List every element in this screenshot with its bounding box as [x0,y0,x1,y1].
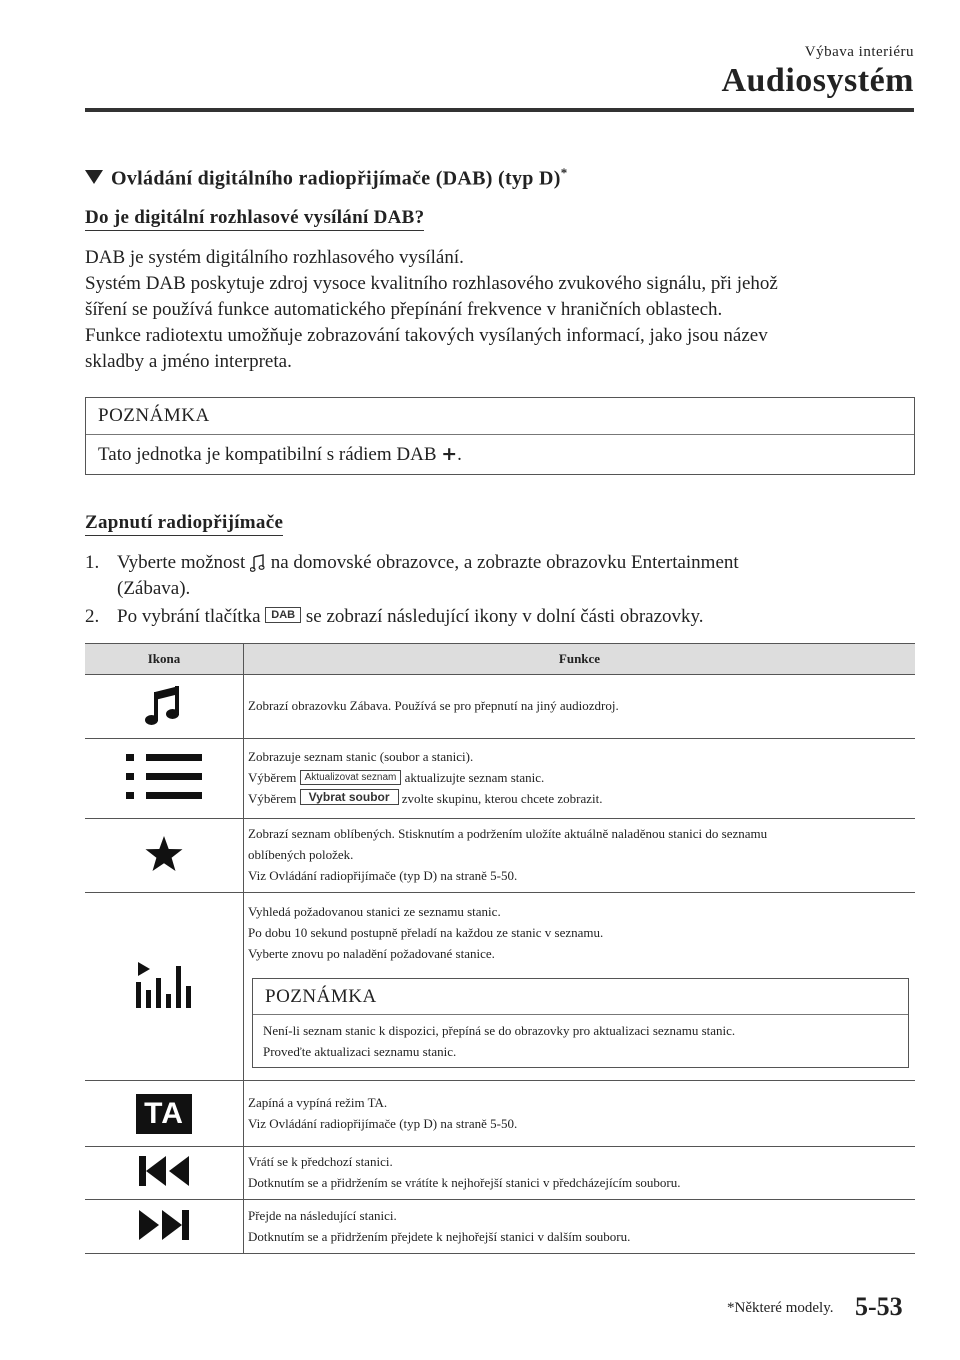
intro-line: skladby a jméno interpreta. [85,351,292,372]
intro-line: šíření se používá funkce automatického přepínání frekvence v hraničních oblastech. [85,299,723,320]
function-text: Přejde na následující stanici. [248,1207,397,1223]
function-text: Zobrazí obrazovku Zábava. Používá se pro přepnutí na jiný audiozdroj. [248,698,619,713]
function-text: oblíbených položek. [248,847,354,862]
column-header-icon: Ikona [85,644,244,675]
select-ensemble-button: Vybrat soubor [300,789,399,805]
function-text: Po dobu 10 sekund postupně přeladí na každou ze stanic v seznamu. [248,925,604,940]
note-text: Proveďte aktualizaci seznamu stanic. [263,1044,457,1059]
footer-note: *Některé modely. [727,1300,834,1316]
step-item: 1. Vyberte možnost na domovské obrazovce, a zobrazte obrazovku Entertainment (Zábava). [85,552,739,599]
function-text: Zobrazí seznam oblíbených. Stisknutím a podržením uložíte aktuálně naladěnou stanici do seznamu [248,826,768,841]
star-icon [144,835,184,873]
table-row [85,819,915,893]
list-icon [124,752,204,802]
note-box [85,397,915,475]
function-text: Výběrem Aktualizovat seznam aktualizujte seznam stanic. [248,770,545,785]
header-rule [85,108,914,112]
function-text: Vrátí se k předchozí stanici. [248,1154,393,1169]
subheading-dab: Do je digitální rozhlasové vysílání DAB? [85,207,424,231]
subheading-radio-on: Zapnutí radiopřijímače [85,512,283,536]
music-note-icon [144,682,184,728]
intro-line: Systém DAB poskytuje zdroj vysoce kvalitního rozhlasového zvukového signálu, při jehož [85,273,778,294]
table-header-row [85,644,915,675]
scan-icon [134,960,194,1010]
note-title: POZNÁMKA [253,979,908,1015]
note-text: Tato jednotka je kompatibilní s rádiem DAB +. [98,443,462,465]
dab-button: DAB [265,607,301,623]
note-text: Není-li seznam stanic k dispozici, přepíná se do obrazovky pro aktualizaci seznamu stanic. [263,1023,736,1038]
plus-icon: + [441,443,458,465]
function-text: Vyberte znovu po naladění požadované stanice. [248,946,495,961]
update-list-button: Aktualizovat seznam [300,770,402,785]
function-text: Dotknutím se a přidržením se vrátíte k nejhořejší stanici v předcházejícím souboru. [248,1175,681,1190]
page-title: Audiosystém [721,62,914,99]
table-row [85,893,915,1081]
ta-icon: TA [136,1094,192,1134]
icon-function-table [85,643,915,1254]
function-text: Vyhledá požadovanou stanici ze seznamu stanic. [248,904,501,919]
inner-note-box [252,978,909,1068]
function-text: Zobrazuje seznam stanic (soubor a stanici). [248,749,474,764]
step-item: 2. Po vybrání tlačítka DAB se zobrazí následující ikony v dolní části obrazovky. [85,606,704,627]
table-row [85,1081,915,1147]
function-text: Viz Ovládání radiopřijímače (typ D) na straně 5-50. [248,868,518,883]
table-row [85,1147,915,1200]
function-text: Viz Ovládání radiopřijímače (typ D) na straně 5-50. [248,1115,518,1131]
column-header-function: Funkce [244,644,916,675]
function-text: Dotknutím se a přidržením přejdete k nejhořejší stanici v dalším souboru. [248,1228,631,1244]
previous-track-icon [137,1154,191,1188]
page-number: 5-53 [855,1292,903,1321]
intro-line: DAB je systém digitálního rozhlasového vysílání. [85,247,464,268]
note-title: POZNÁMKA [86,398,914,435]
section-heading: Ovládání digitálního radiopřijímače (DAB) (typ D)* [85,165,568,191]
function-text: Zapíná a vypíná režim TA. [248,1094,388,1110]
table-row [85,675,915,739]
intro-paragraph [85,245,915,375]
table-row [85,1200,915,1254]
music-note-icon [250,554,266,574]
table-row [85,739,915,819]
triangle-bullet-icon [85,170,103,184]
steps-list [85,550,915,632]
intro-line: Funkce radiotextu umožňuje zobrazování takových vysílaných informací, jako jsou název [85,325,768,346]
function-text: Výběrem Vybrat soubor zvolte skupinu, kterou chcete zobrazit. [248,790,603,806]
next-track-icon [137,1208,191,1242]
header-section: Výbava interiéru [804,44,914,60]
